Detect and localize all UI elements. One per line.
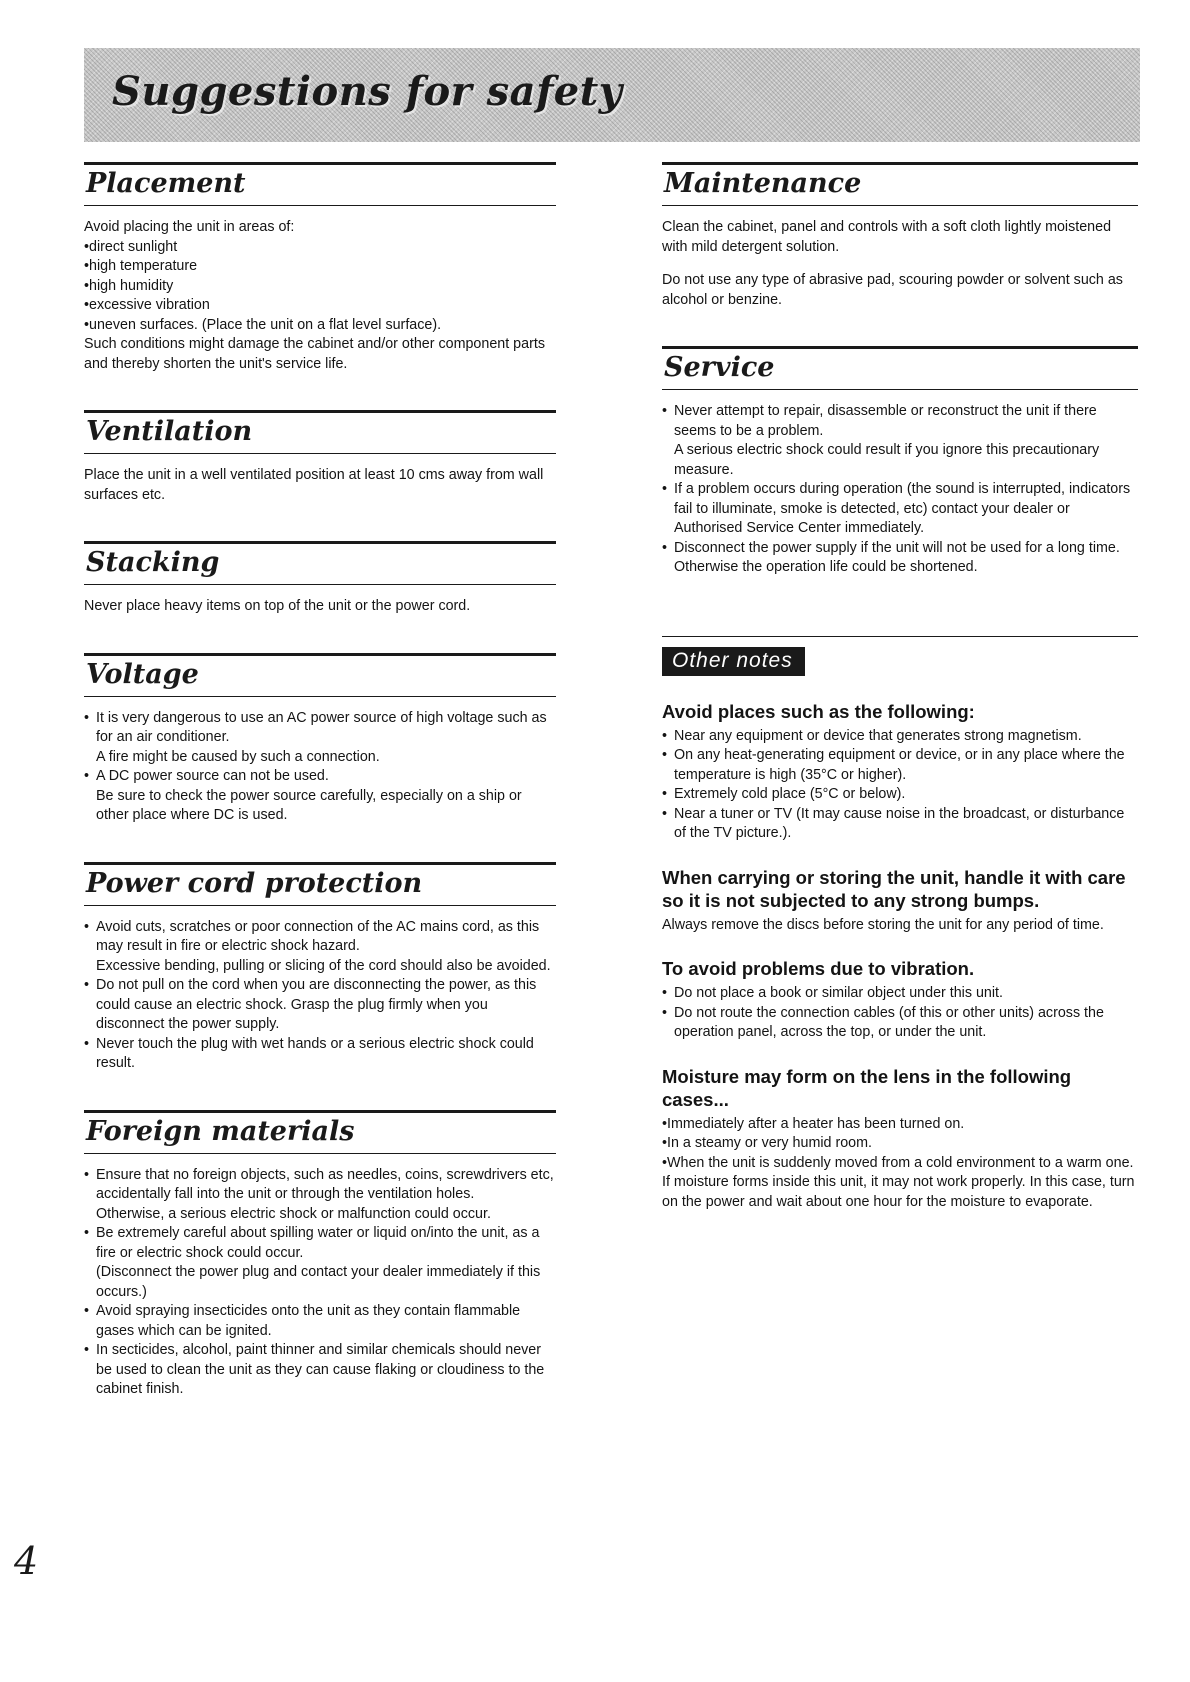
- stacking-section: [84, 541, 556, 617]
- list-item: • Do not pull on the cord when you are disconnecting the power, as this could cause an electric shock. Grasp the plug firmly when you disconnect the power supply.: [84, 976, 556, 1035]
- list-item: • Do not place a book or similar object under this unit.: [662, 984, 1138, 1004]
- list-item: • Near any equipment or device that generates strong magnetism.: [662, 727, 1138, 747]
- avoid-places-list: [662, 727, 1138, 844]
- page-number: 4: [14, 1539, 39, 1583]
- list-item: • In secticides, alcohol, paint thinner and similar chemicals should never be used to clean the unit as they can cause flaking or cloudiness to the cabinet finish.: [84, 1341, 556, 1400]
- list-item: • If a problem occurs during operation (the sound is interrupted, indicators fail to illuminate, smoke is detected, etc) contact your dealer or Authorised Service Center immediately.: [662, 480, 1138, 539]
- item-text: Never attempt to repair, disassemble or reconstruct the unit if there seems to be a problem.: [674, 403, 1097, 439]
- list-item: • Extremely cold place (5°C or below).: [662, 785, 1138, 805]
- note-heading: Moisture may form on the lens in the following cases...: [662, 1065, 1072, 1110]
- placement-intro: Avoid placing the unit in areas of:: [84, 219, 295, 235]
- list-item: [84, 1166, 556, 1225]
- ventilation-section: [84, 410, 556, 505]
- section-title: Foreign materials: [86, 1115, 355, 1147]
- section-title: Maintenance: [664, 168, 862, 199]
- maintenance-text-1: Clean the cabinet, panel and controls with a soft cloth lightly moistened with mild detergent solution.: [662, 219, 1112, 255]
- note-heading: When carrying or storing the unit, handle it with care so it is not subjected to any strong bumps.: [662, 866, 1126, 911]
- list-item: • Do not route the connection cables (of this or other units) across the operation panel, across the top, or under the unit.: [662, 1004, 1138, 1043]
- foreign-materials-list: [84, 1166, 556, 1400]
- maintenance-text-2: Do not use any type of abrasive pad, scouring powder or solvent such as alcohol or benzine.: [662, 272, 1123, 308]
- item-note: Excessive bending, pulling or slicing of the cord should also be avoided.: [96, 957, 551, 974]
- left-column: [84, 162, 556, 1436]
- list-item: • Avoid spraying insecticides onto the unit as they contain flammable gases which can be ignited.: [84, 1302, 556, 1341]
- section-title: Placement: [86, 168, 246, 199]
- item-text: It is very dangerous to use an AC power source of high voltage such as for an air conditioner.: [96, 709, 547, 745]
- item-note: (Disconnect the power plug and contact your dealer immediately if this occurs.): [96, 1264, 541, 1300]
- section-header: [662, 346, 1138, 390]
- section-header: [84, 653, 556, 697]
- power-cord-section: [84, 862, 556, 1074]
- item-text: Avoid cuts, scratches or poor connection of the AC mains cord, as this may result in fire or electric shock hazard.: [96, 918, 540, 954]
- foreign-materials-section: [84, 1110, 556, 1400]
- list-item: [84, 918, 556, 977]
- list-item: • Disconnect the power supply if the unit will not be used for a long time. Otherwise the operation life could be shortened.: [662, 539, 1138, 578]
- section-header: [84, 541, 556, 585]
- section-header: [84, 1110, 556, 1154]
- list-item: [84, 767, 556, 826]
- voltage-section: [84, 653, 556, 826]
- list-item: • Never touch the plug with wet hands or a serious electric shock could result.: [84, 1035, 556, 1074]
- note-heading: To avoid problems due to vibration.: [662, 958, 975, 979]
- right-column: [662, 162, 1138, 1212]
- service-section: [662, 346, 1138, 578]
- maintenance-section: [662, 162, 1138, 310]
- list-item: • excessive vibration: [84, 296, 556, 316]
- list-item: • When the unit is suddenly moved from a cold environment to a warm one.: [662, 1154, 1138, 1174]
- list-item: • Near a tuner or TV (It may cause noise in the broadcast, or disturbance of the TV picture.).: [662, 805, 1138, 844]
- item-text: Be extremely careful about spilling water or liquid on/into the unit, as a fire or electric shock could occur.: [96, 1225, 540, 1261]
- section-title: Service: [664, 352, 775, 383]
- moisture-list: [662, 1115, 1138, 1174]
- item-text: Ensure that no foreign objects, such as needles, coins, screwdrivers etc, accidentally fall into the unit or through the ventilation holes.: [96, 1166, 554, 1202]
- page-title: Suggestions for safety: [112, 68, 623, 115]
- list-item: [84, 1224, 556, 1302]
- item-note: Otherwise, a serious electric shock or malfunction could occur.: [96, 1205, 491, 1222]
- item-note: A serious electric shock could result if you ignore this precautionary measure.: [674, 442, 1100, 478]
- item-note: A fire might be caused by such a connection.: [96, 748, 380, 765]
- list-item: • high temperature: [84, 257, 556, 277]
- list-item: [84, 709, 556, 768]
- section-title: Voltage: [86, 658, 199, 690]
- section-title: Power cord protection: [86, 867, 423, 899]
- list-item: • direct sunlight: [84, 238, 556, 258]
- section-header: [84, 862, 556, 906]
- service-list: [662, 402, 1138, 578]
- voltage-list: [84, 709, 556, 826]
- section-title: Stacking: [86, 547, 220, 578]
- note-heading: Avoid places such as the following:: [662, 700, 975, 722]
- list-item: • In a steamy or very humid room.: [662, 1134, 1138, 1154]
- section-header: [662, 162, 1138, 206]
- list-item: • On any heat-generating equipment or device, or in any place where the temperature is high (35°C or higher).: [662, 746, 1138, 785]
- section-header: [84, 162, 556, 206]
- list-item: • uneven surfaces. (Place the unit on a flat level surface).: [84, 316, 556, 336]
- section-header: [84, 410, 556, 454]
- placement-outro: Such conditions might damage the cabinet and/or other component parts and thereby shorten the unit's service life.: [84, 336, 545, 372]
- carrying-text: Always remove the discs before storing the unit for any period of time.: [662, 916, 1104, 933]
- moisture-text: If moisture forms inside this unit, it may not work properly. In this case, turn on the power and wait about one hour for the moisture to evaporate.: [662, 1174, 1135, 1210]
- other-notes-section: [662, 636, 1138, 1213]
- item-text: A DC power source can not be used.: [96, 768, 329, 784]
- other-notes-badge: Other notes: [662, 647, 805, 676]
- vibration-list: [662, 984, 1138, 1043]
- list-item: • high humidity: [84, 277, 556, 297]
- ventilation-text: Place the unit in a well ventilated position at least 10 cms away from wall surfaces etc.: [84, 467, 544, 503]
- section-title: Ventilation: [86, 416, 253, 447]
- list-item: • Immediately after a heater has been turned on.: [662, 1115, 1138, 1135]
- placement-list: [84, 238, 556, 336]
- power-cord-list: [84, 918, 556, 1074]
- title-banner: [84, 48, 1140, 142]
- item-note: Be sure to check the power source carefully, especially on a ship or other place where DC is used.: [96, 787, 522, 823]
- list-item: [662, 402, 1138, 480]
- stacking-text: Never place heavy items on top of the unit or the power cord.: [84, 598, 471, 614]
- placement-section: [84, 162, 556, 374]
